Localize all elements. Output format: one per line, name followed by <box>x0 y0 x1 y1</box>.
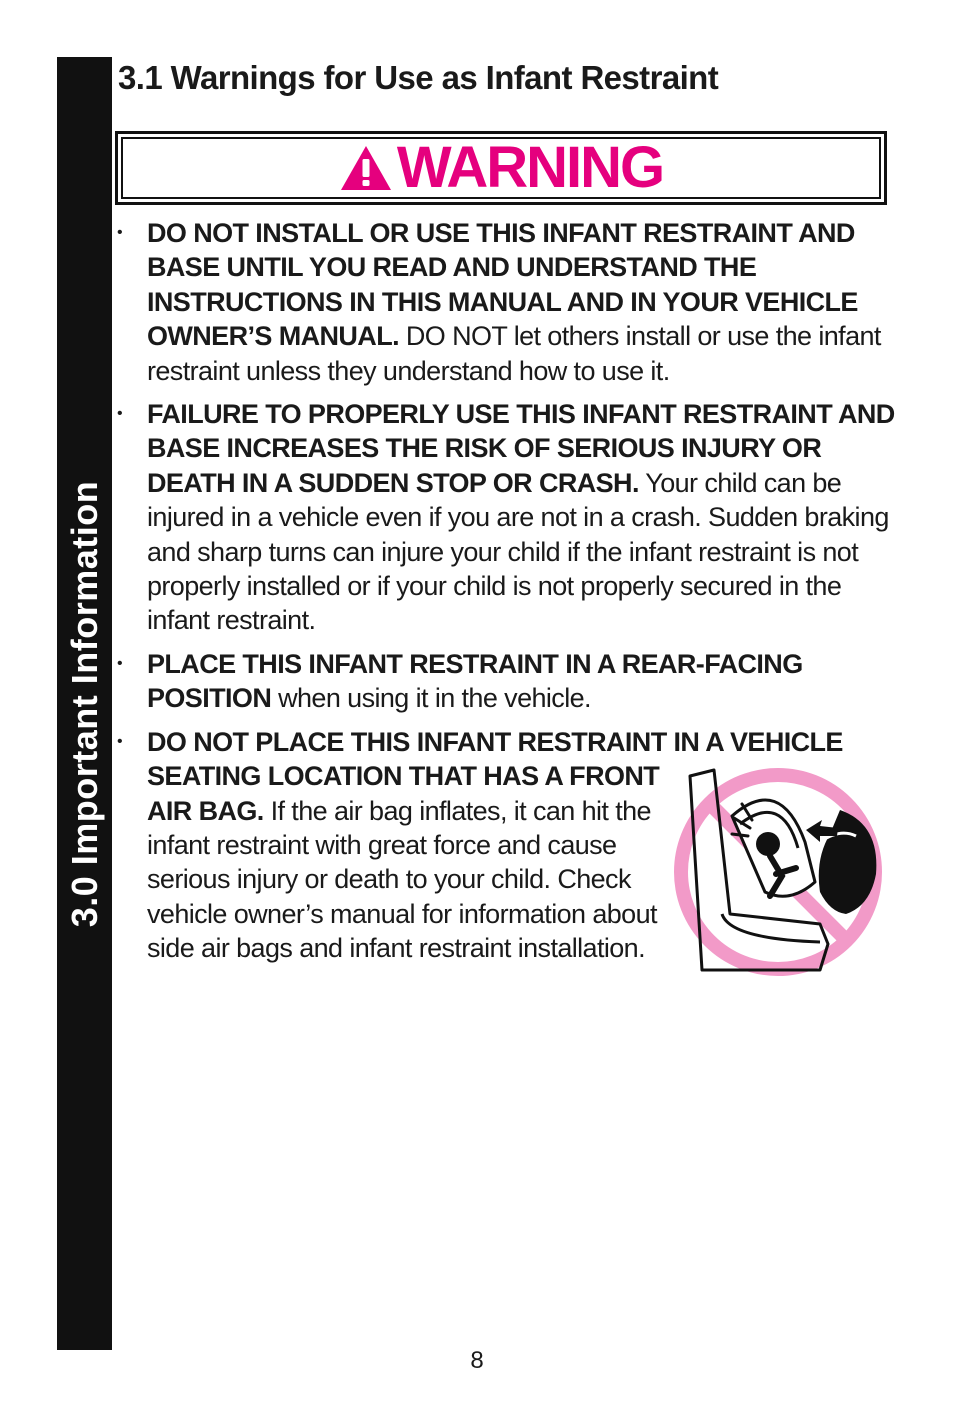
warning-banner <box>115 131 887 205</box>
bullet: • <box>117 732 123 750</box>
warning-text: vehicle owner’s manual for information about <box>147 898 657 929</box>
warning-text: Your child can be injured in a vehicle even if you are not in a crash. Sudden braking and sharp turns can injure your child if the infant restraint is not properly installed or if your child is not properly secured in the infant restraint. <box>147 467 889 636</box>
warning-bold-text: SEATING LOCATION THAT HAS A FRONT <box>147 761 660 792</box>
warning-bold-text: DO NOT INSTALL OR USE THIS INFANT RESTRAINT AND BASE UNTIL YOU READ AND UNDERSTAND THE INSTRUCTIONS IN THIS MANUAL AND IN YOUR VEHICLE OWNER’S MANUAL. <box>147 218 858 352</box>
warning-bold-text: DO NOT PLACE THIS INFANT RESTRAINT IN A VEHICLE <box>147 726 843 757</box>
warning-text: infant restraint with great force and cause <box>147 829 617 860</box>
warning-text: when using it in the vehicle. <box>271 683 591 714</box>
warning-item <box>115 647 905 716</box>
bullet: • <box>117 405 123 423</box>
warning-bold-text: FAILURE TO PROPERLY USE THIS INFANT RESTRAINT AND BASE INCREASES THE RISK OF SERIOUS INJURY OR DEATH IN A SUDDEN STOP OR CRASH. <box>147 399 895 498</box>
warning-banner-content <box>339 135 664 200</box>
warning-text: side air bags and infant restraint installation. <box>147 933 646 964</box>
warning-triangle-icon <box>339 143 393 193</box>
side-tab-label: 3.0 Important Information <box>63 480 105 927</box>
warning-text: If the air bag inflates, it can hit the <box>263 795 651 826</box>
side-tab <box>57 57 112 1350</box>
bullet: • <box>117 224 123 241</box>
page-number: 8 <box>470 1347 484 1374</box>
warning-label: WARNING <box>396 135 664 200</box>
warning-item <box>115 397 905 638</box>
bullet: • <box>117 654 123 672</box>
warning-text: serious injury or death to your child. Check <box>147 864 631 895</box>
warning-bold-text: AIR BAG. <box>147 795 264 826</box>
section-title: 3.1 Warnings for Use as Infant Restraint <box>118 59 719 96</box>
warning-text: DO NOT let others install or use the infant restraint unless they understand how to use it. <box>147 321 881 386</box>
warning-bold-text: PLACE THIS INFANT RESTRAINT IN A REAR-FACING POSITION <box>147 648 803 714</box>
warning-item <box>115 216 905 388</box>
no-front-airbag-icon <box>670 764 885 979</box>
